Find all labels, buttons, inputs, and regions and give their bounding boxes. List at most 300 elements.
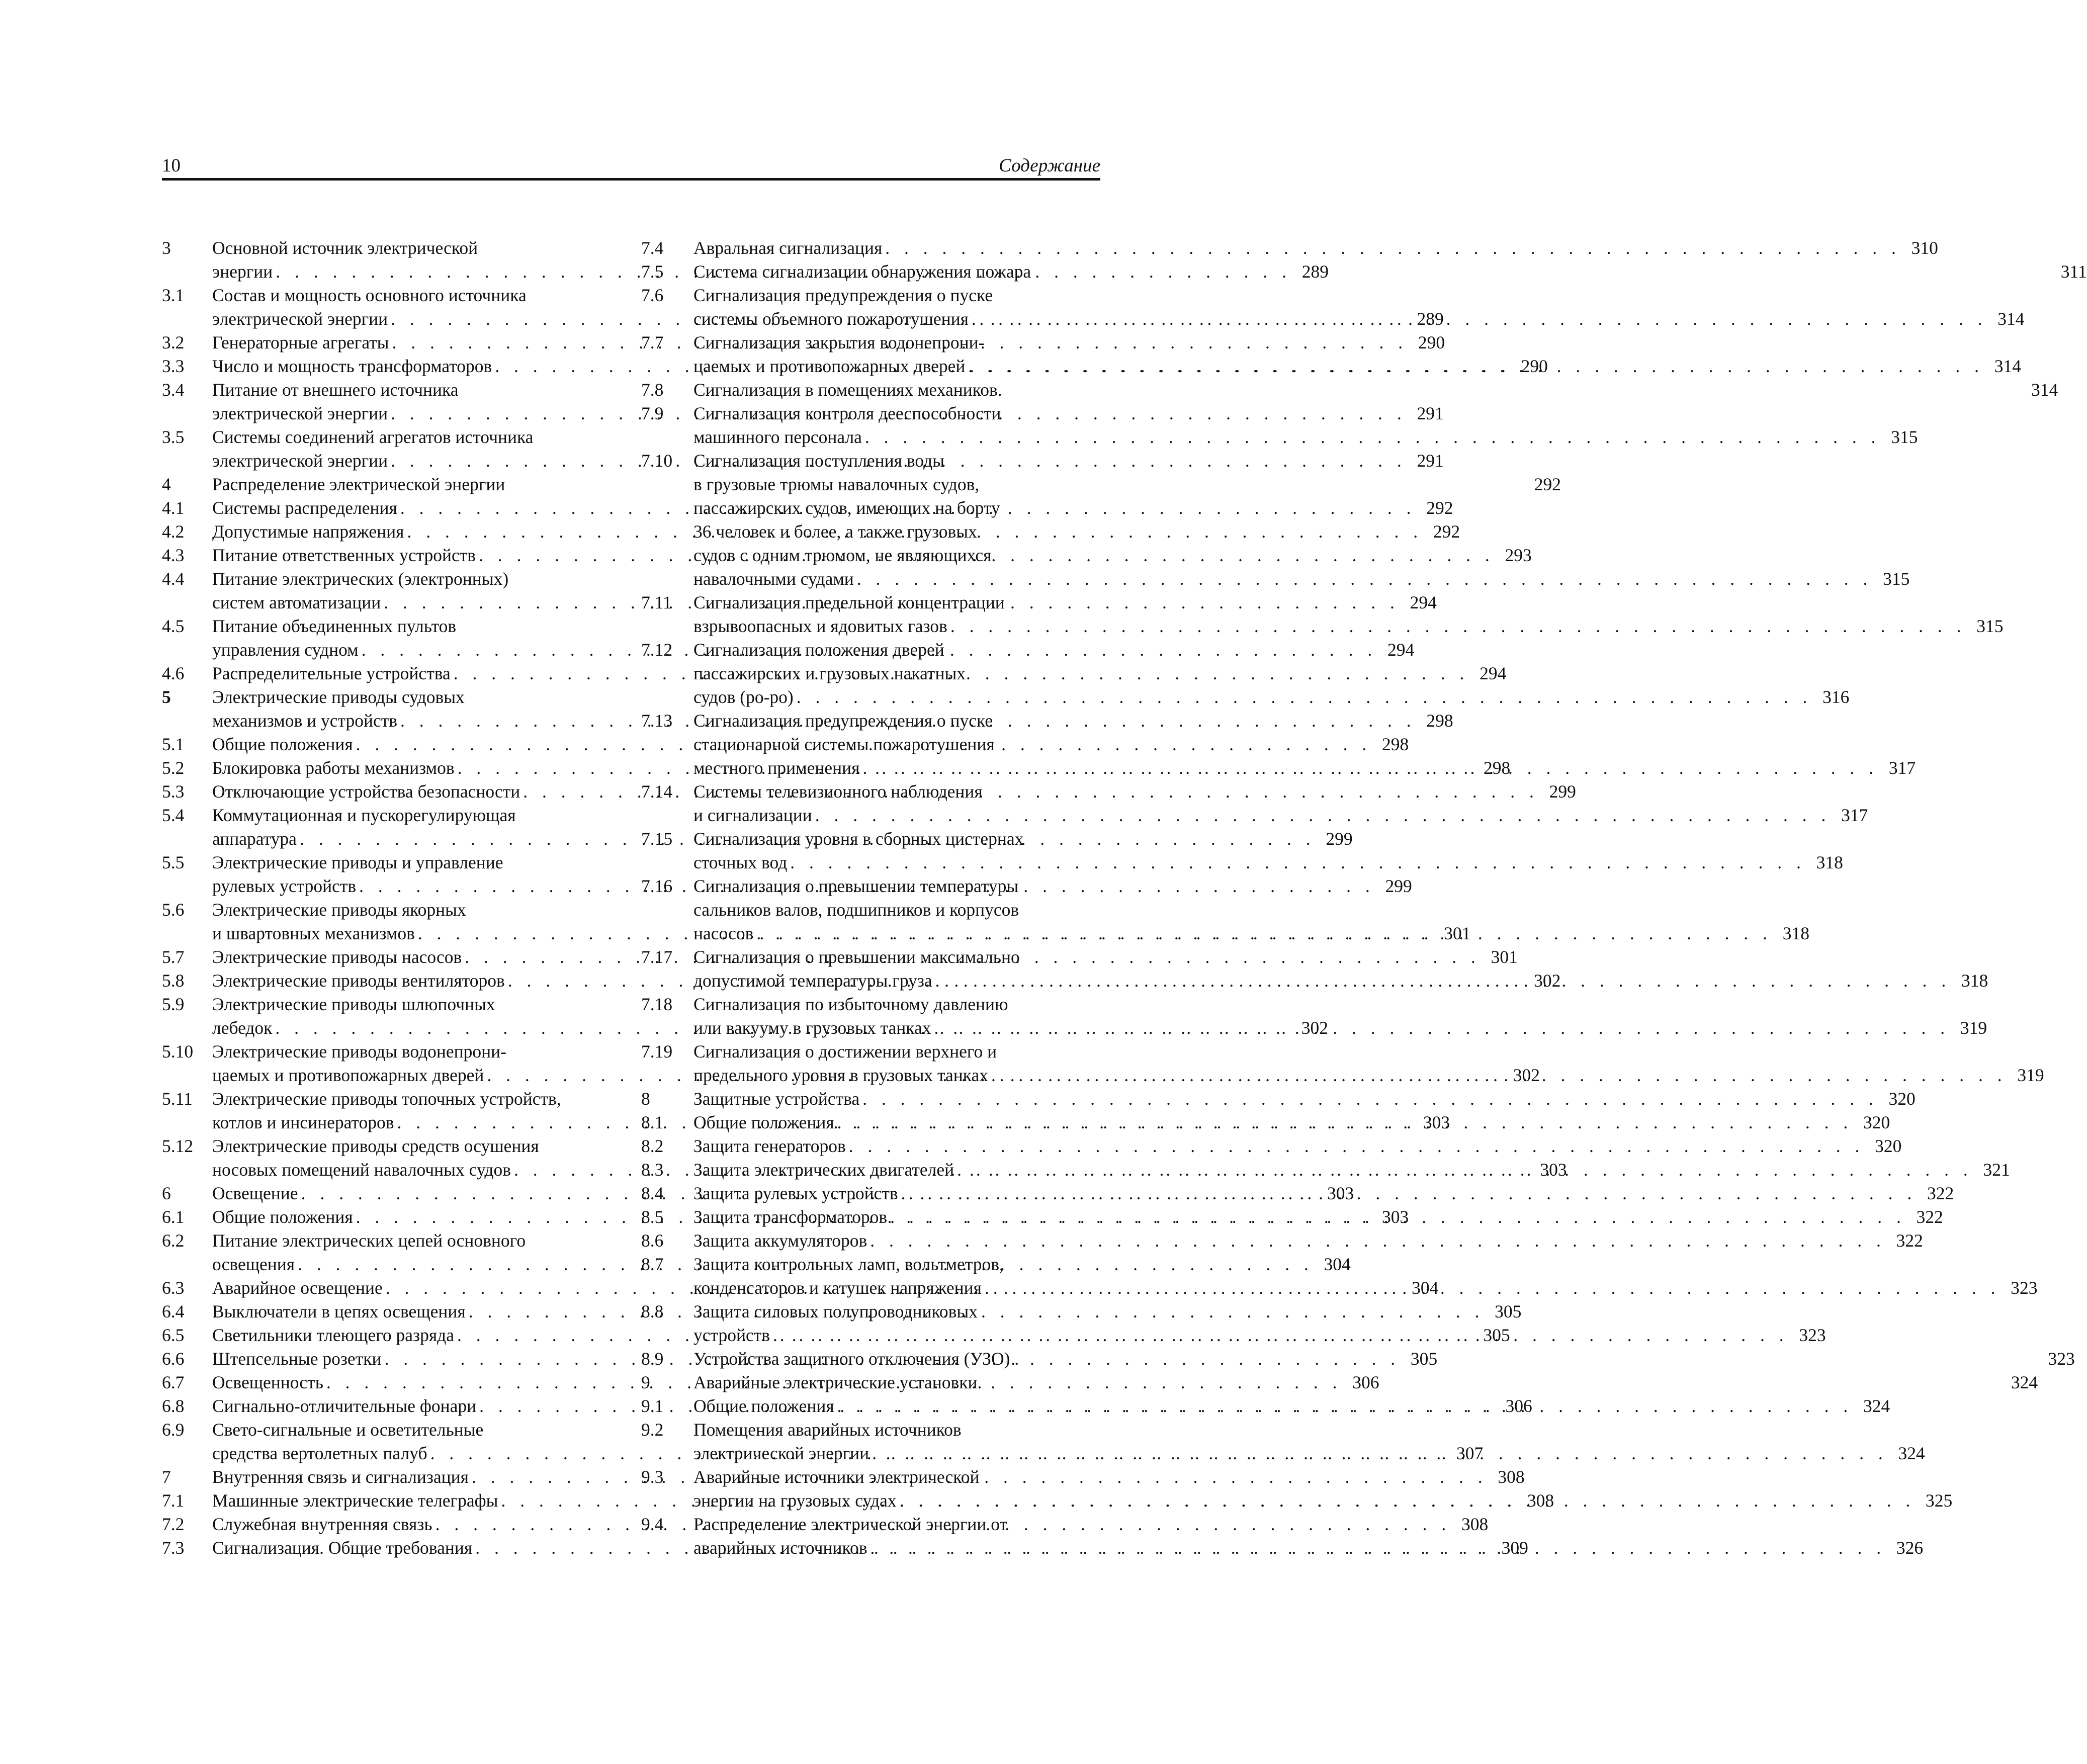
toc-entry-title: Освещение bbox=[212, 1183, 298, 1203]
toc-entry-number: 9 bbox=[641, 1372, 650, 1392]
toc-entry-title: Защита трансформаторов bbox=[693, 1207, 888, 1227]
toc-entry-line bbox=[693, 1394, 1890, 1418]
toc-entry-text bbox=[693, 1371, 2038, 1394]
toc-entry-title: Распределение электрической энергии bbox=[212, 474, 505, 494]
page-number: 10 bbox=[162, 155, 181, 176]
toc-entry-title: лебедок bbox=[212, 1018, 273, 1038]
toc-entry-title: Выключатели в цепях освещения bbox=[212, 1301, 466, 1321]
toc-entry-title: Сигнализация по избыточному давлению bbox=[693, 994, 1008, 1014]
toc-entry-title: Питание объединенных пультов bbox=[212, 616, 457, 636]
toc-entry-page: 302 bbox=[1513, 1065, 1540, 1085]
toc-entry-number: 5.12 bbox=[162, 1136, 194, 1156]
toc-entry-page: 306 bbox=[1505, 1396, 1532, 1416]
toc-entry-number: 8.8 bbox=[641, 1301, 664, 1321]
toc-entry-page: 303 bbox=[1540, 1160, 1567, 1180]
toc-entry-title: Защита электрических двигателей bbox=[693, 1160, 954, 1180]
toc-entry-title: Сигнализация. Общие требования bbox=[212, 1538, 473, 1558]
toc-entry-line bbox=[693, 496, 1909, 520]
toc-entry bbox=[641, 1087, 1916, 1111]
toc-entry-number: 8.4 bbox=[641, 1183, 664, 1203]
toc-entry-title: Свето-сигнальные и осветительные bbox=[212, 1420, 484, 1440]
toc-entry-line bbox=[693, 993, 1987, 1016]
toc-entry-title: машинного персонала bbox=[693, 427, 862, 447]
toc-entry-title: Состав и мощность основного источника bbox=[212, 285, 527, 305]
toc-entry-line bbox=[693, 827, 1843, 851]
toc-entry-title: освещения bbox=[212, 1254, 295, 1274]
dot-leader bbox=[854, 567, 1873, 591]
toc-entry-title: Аварийные электрические установки. bbox=[693, 1372, 982, 1392]
toc-entry-page: 322 bbox=[1927, 1183, 1954, 1203]
toc-entry-number: 8.3 bbox=[641, 1160, 664, 1180]
toc-entry-title: цаемых и противопожарных дверей bbox=[212, 1065, 484, 1085]
toc-entry-number: 7.13 bbox=[641, 711, 673, 731]
toc-entry bbox=[641, 378, 2058, 402]
toc-entry-page: 304 bbox=[1412, 1278, 1439, 1298]
toc-entry-page: 299 bbox=[1549, 781, 1576, 802]
toc-entry-page: 305 bbox=[1495, 1301, 1522, 1321]
toc-entry-title: цаемых и противопожарных дверей bbox=[693, 356, 966, 376]
toc-entry-page: 318 bbox=[1782, 923, 1810, 943]
toc-entry-title: и швартовных механизмов bbox=[212, 923, 415, 943]
toc-entry-number: 7.4 bbox=[641, 238, 664, 258]
toc-entry-number: 5.3 bbox=[162, 781, 185, 802]
toc-entry-title: сальников валов, подшипников и корпусов bbox=[693, 900, 1019, 920]
toc-entry-number: 6.9 bbox=[162, 1420, 185, 1440]
toc-entry-number: 3.5 bbox=[162, 427, 185, 447]
toc-entry-text bbox=[693, 236, 1938, 260]
toc-entry-line bbox=[693, 1040, 2044, 1064]
toc-entry-title: Аварийное освещение bbox=[212, 1278, 383, 1298]
toc-entry-title: Питание электрических (электронных) bbox=[212, 569, 509, 589]
toc-entry-text bbox=[693, 1111, 1890, 1134]
toc-entry-title: Освещенность bbox=[212, 1372, 323, 1392]
toc-entry-page: 324 bbox=[1863, 1396, 1890, 1416]
toc-entry-text bbox=[693, 1087, 1916, 1111]
toc-entry-title: местного применения bbox=[693, 758, 860, 778]
dot-leader bbox=[862, 425, 1881, 449]
toc-entry-title: электрической энергии bbox=[693, 1443, 869, 1463]
toc-entry-title: Общие положения bbox=[212, 1207, 353, 1227]
toc-entry-text bbox=[693, 874, 1809, 945]
toc-entry-text bbox=[693, 780, 1868, 827]
toc-entry-title: насосов bbox=[693, 923, 754, 943]
toc-entry-page: 320 bbox=[1863, 1112, 1890, 1132]
toc-entry-number: 6.7 bbox=[162, 1372, 185, 1392]
dot-leader bbox=[812, 804, 1831, 827]
toc-entry-page: 323 bbox=[1799, 1325, 1826, 1345]
toc-entry-line bbox=[693, 544, 1909, 567]
dot-leader bbox=[753, 922, 1772, 945]
toc-entry-title: Отключающие устройства безопасности bbox=[212, 781, 520, 802]
toc-entry-title: котлов и инсинераторов bbox=[212, 1112, 394, 1132]
toc-entry-number: 5.10 bbox=[162, 1041, 194, 1062]
toc-entry-title: пассажирских и грузовых накатных bbox=[693, 663, 966, 683]
toc-entry-page: 303 bbox=[1327, 1183, 1354, 1203]
toc-entry-title: носовых помещений навалочных судов bbox=[212, 1160, 511, 1180]
toc-entry-line bbox=[693, 520, 1909, 544]
toc-entry-title: Общие положения bbox=[693, 1112, 834, 1132]
toc-entry-line bbox=[693, 1205, 1943, 1229]
toc-entry-title: средства вертолетных палуб bbox=[212, 1443, 427, 1463]
toc-entry-line bbox=[693, 331, 2021, 355]
toc-entry-page: 302 bbox=[1534, 971, 1561, 991]
toc-entry-number: 7.11 bbox=[641, 592, 672, 612]
toc-entry-page: 303 bbox=[1382, 1207, 1409, 1227]
toc-entry-title: устройств bbox=[693, 1325, 770, 1345]
toc-entry-title: Сигнализация поступления воды bbox=[693, 451, 945, 471]
toc-entry-text bbox=[693, 1229, 1923, 1253]
toc-entry-page: 293 bbox=[1505, 545, 1532, 565]
toc-entry-title: Системы телевизионного наблюдения bbox=[693, 781, 983, 802]
toc-entry-page: 323 bbox=[2011, 1278, 2038, 1298]
dot-leader bbox=[867, 1536, 1886, 1560]
toc-entry-page: 314 bbox=[1994, 356, 2022, 376]
toc-entry-title: Защитные устройства bbox=[693, 1089, 860, 1109]
toc-entry-line bbox=[693, 284, 2025, 307]
toc-entry-title: судов (ро-ро) bbox=[693, 687, 794, 707]
toc-entry-title: Электрические приводы вентиляторов bbox=[212, 971, 505, 991]
toc-entry-title: Авральная сигнализация bbox=[693, 238, 883, 258]
toc-entry-title: Электрические приводы и управление bbox=[212, 852, 503, 872]
toc-entry-number: 3.3 bbox=[162, 356, 185, 376]
toc-entry-title: Системы распределения bbox=[212, 498, 397, 518]
toc-entry-line bbox=[693, 851, 1843, 874]
toc-entry-number: 6.6 bbox=[162, 1349, 185, 1369]
toc-entry-text bbox=[693, 1134, 1901, 1158]
toc-entry-text bbox=[693, 331, 2021, 378]
toc-entry-title: Защита генераторов bbox=[693, 1136, 846, 1156]
toc-entry-title: или вакууму в грузовых танках bbox=[693, 1018, 931, 1038]
toc-entry bbox=[641, 236, 1938, 260]
toc-entry-text bbox=[693, 1513, 1923, 1560]
toc-entry-number: 6.5 bbox=[162, 1325, 185, 1345]
toc-entry-number: 4.3 bbox=[162, 545, 185, 565]
page-header bbox=[162, 151, 1100, 181]
dot-leader bbox=[931, 1016, 1950, 1040]
toc-entry-title: аварийных источников bbox=[693, 1538, 867, 1558]
toc-entry-page: 320 bbox=[1875, 1136, 1902, 1156]
toc-entry-number: 9.2 bbox=[641, 1420, 664, 1440]
toc-entry-title: судов с одним трюмом, не являющихся bbox=[693, 545, 992, 565]
toc-entry-title: Устройства защитного отключения (УЗО) . bbox=[693, 1349, 1019, 1369]
dot-leader bbox=[969, 307, 1987, 331]
toc-entry-number: 4.5 bbox=[162, 616, 185, 636]
toc-entry-page: 318 bbox=[1961, 971, 1988, 991]
toc-entry-number: 6.1 bbox=[162, 1207, 185, 1227]
toc-entry-title: Сигнализация в помещениях механиков. bbox=[693, 380, 1002, 400]
toc-entry-page: 317 bbox=[1841, 805, 1868, 825]
toc-entry-page: 324 bbox=[2011, 1372, 2038, 1392]
toc-entry-number: 8.2 bbox=[641, 1136, 664, 1156]
toc-entry-line bbox=[693, 922, 1809, 945]
toc-entry-title: Сигнализация контроля дееспособности bbox=[693, 403, 1001, 423]
toc-entry-page: 294 bbox=[1480, 663, 1507, 683]
toc-entry-page: 320 bbox=[1888, 1089, 1916, 1109]
toc-entry-title: предельного уровня в грузовых танках bbox=[693, 1065, 988, 1085]
toc-entry-number: 7.17 bbox=[641, 947, 673, 967]
toc-entry-line bbox=[693, 378, 2058, 402]
toc-entry-line bbox=[693, 236, 1938, 260]
toc-entry-number: 7.12 bbox=[641, 640, 673, 660]
toc-entry-title: допустимой температуры груза bbox=[693, 971, 932, 991]
toc-entry-title: Защита аккумуляторов bbox=[693, 1230, 867, 1251]
toc-entry-line bbox=[693, 260, 2087, 284]
toc-entry-page: 298 bbox=[1426, 711, 1453, 731]
toc-entry-line bbox=[693, 685, 1849, 709]
dot-leader bbox=[965, 355, 1984, 378]
toc-entry-line bbox=[693, 1465, 1952, 1489]
toc-entry-title: Защита рулевых устройств bbox=[693, 1183, 898, 1203]
toc-entry-number: 4.6 bbox=[162, 663, 185, 683]
toc-entry-line bbox=[693, 1276, 2038, 1300]
toc-entry-line bbox=[693, 756, 1916, 780]
toc-entry-number: 6 bbox=[162, 1183, 171, 1203]
toc-entry-title: Сигнализация о превышении температуры bbox=[693, 876, 1019, 896]
toc-entry-title: Сигнализация положения дверей bbox=[693, 640, 944, 660]
toc-entry-line bbox=[693, 780, 1868, 804]
toc-entry-page: 298 bbox=[1382, 734, 1409, 754]
toc-entry-page: 305 bbox=[1410, 1349, 1438, 1369]
toc-entry-page: 317 bbox=[1888, 758, 1916, 778]
toc-entry-text bbox=[693, 1205, 1943, 1229]
toc-entry-line bbox=[693, 1300, 1826, 1324]
toc-entry-title: и сигнализации bbox=[693, 805, 812, 825]
toc-entry-title: Общие положения bbox=[693, 1396, 834, 1416]
toc-entry-line bbox=[693, 402, 1918, 425]
toc-entry-text bbox=[693, 1253, 2038, 1300]
toc-entry-page: 290 bbox=[1521, 356, 1548, 376]
dot-leader bbox=[954, 1158, 1973, 1182]
toc-entry-number: 8.7 bbox=[641, 1254, 664, 1274]
toc-entry-page: 308 bbox=[1461, 1514, 1489, 1534]
toc-entry-line bbox=[693, 1016, 1987, 1040]
toc-entry-page: 319 bbox=[1960, 1018, 1987, 1038]
toc-entry-title: Генераторные агрегаты bbox=[212, 332, 389, 352]
toc-entry-title: Распределение электрической энергии от bbox=[693, 1514, 1008, 1534]
dot-leader bbox=[770, 1324, 1789, 1347]
toc-entry bbox=[641, 1229, 1923, 1253]
toc-entry-page: 290 bbox=[1418, 332, 1445, 352]
toc-entry-title: пассажирских судов, имеющих на борту bbox=[693, 498, 1000, 518]
toc-entry-text bbox=[693, 1347, 2075, 1371]
toc-entry-title: Питание от внешнего источника bbox=[212, 380, 459, 400]
toc-entry-line bbox=[693, 1371, 2038, 1394]
toc-entry-line bbox=[693, 709, 1916, 733]
toc-entry-title: Электрические приводы шлюпочных bbox=[212, 994, 495, 1014]
toc-entry-page: 308 bbox=[1527, 1490, 1554, 1511]
toc-entry-number: 6.4 bbox=[162, 1301, 185, 1321]
toc-entry-title: стационарной системы пожаротушения bbox=[693, 734, 995, 754]
toc-entry-text bbox=[693, 1394, 1890, 1418]
toc-entry-number: 7.10 bbox=[641, 451, 673, 471]
toc-entry-line bbox=[693, 1182, 1954, 1205]
toc-entry-number: 3.1 bbox=[162, 285, 185, 305]
toc-entry-number: 6.8 bbox=[162, 1396, 185, 1416]
toc-entry-number: 4.2 bbox=[162, 521, 185, 542]
toc-entry-number: 5.7 bbox=[162, 947, 185, 967]
toc-entry-title: Блокировка работы механизмов bbox=[212, 758, 455, 778]
toc-entry-number: 7.16 bbox=[641, 876, 673, 896]
toc-entry-number: 5.9 bbox=[162, 994, 185, 1014]
toc-entry-text bbox=[693, 1182, 1954, 1205]
toc-entry-line bbox=[693, 898, 1809, 922]
toc-entry-title: электрической энергии bbox=[212, 451, 388, 471]
toc-entry-line bbox=[693, 425, 1918, 449]
toc-entry-line bbox=[693, 591, 2003, 614]
toc-entry-number: 5.4 bbox=[162, 805, 185, 825]
toc-entry-text bbox=[693, 945, 1988, 993]
toc-entry-page: 294 bbox=[1387, 640, 1415, 660]
toc-entry-page: 298 bbox=[1483, 758, 1511, 778]
toc-entry-text bbox=[693, 1465, 1952, 1513]
dot-leader bbox=[898, 1182, 1917, 1205]
toc-entry-text bbox=[693, 591, 2003, 638]
toc-entry-page: 302 bbox=[1301, 1018, 1329, 1038]
toc-entry-title: электрической энергии bbox=[212, 309, 388, 329]
dot-leader bbox=[869, 1442, 1888, 1465]
toc-entry-number: 9.3 bbox=[641, 1467, 664, 1487]
toc-entry-number: 9.1 bbox=[641, 1396, 664, 1416]
toc-entry-line bbox=[693, 1324, 1826, 1347]
toc-entry-title: Питание электрических цепей основного bbox=[212, 1230, 526, 1251]
toc-entry-line bbox=[693, 473, 1909, 496]
toc-entry-title: механизмов и устройств bbox=[212, 711, 398, 731]
toc-entry-title: Сигнально-отличительные фонари bbox=[212, 1396, 477, 1416]
toc-entry-page: 308 bbox=[1498, 1467, 1525, 1487]
toc-entry-number: 7.14 bbox=[641, 781, 673, 802]
toc-entry-number: 5 bbox=[162, 687, 171, 707]
toc-entry-number: 7.5 bbox=[641, 261, 664, 282]
toc-entry-page: 314 bbox=[1997, 309, 2025, 329]
toc-entry-title: Защита силовых полупроводниковых bbox=[693, 1301, 978, 1321]
dot-leader bbox=[834, 1111, 1853, 1134]
toc-entry-title: Электрические приводы якорных bbox=[212, 900, 466, 920]
toc-entry-line bbox=[693, 638, 1849, 662]
toc-entry-page: 318 bbox=[1816, 852, 1843, 872]
toc-entry-title: Внутренняя связь и сигнализация bbox=[212, 1467, 469, 1487]
toc-entry-page: 322 bbox=[1896, 1230, 1923, 1251]
toc-entry-title: Сигнализация закрытия водонепрони- bbox=[693, 332, 985, 352]
toc-entry-title: Число и мощность трансформаторов bbox=[212, 356, 492, 376]
toc-entry-number: 7 bbox=[162, 1467, 171, 1487]
toc-entry-number: 4 bbox=[162, 474, 171, 494]
toc-entry-page: 289 bbox=[1417, 309, 1444, 329]
toc-entry-page: 299 bbox=[1385, 876, 1412, 896]
toc-entry-number: 3.2 bbox=[162, 332, 185, 352]
toc-entry-number: 7.3 bbox=[162, 1538, 185, 1558]
toc-entry-page: 299 bbox=[1326, 829, 1353, 849]
toc-entry-title: Электрические приводы судовых bbox=[212, 687, 465, 707]
toc-entry-page: 307 bbox=[1456, 1443, 1484, 1463]
toc-entry-title: Аварийные источники электрической bbox=[693, 1467, 980, 1487]
toc-entry-line bbox=[693, 969, 1988, 993]
dot-leader bbox=[882, 236, 1901, 260]
toc-entry-line bbox=[693, 1253, 2038, 1276]
toc-entry-text bbox=[693, 402, 1918, 449]
toc-entry-title: Электрические приводы топочных устройств, bbox=[212, 1089, 561, 1109]
toc-entry-number: 6.3 bbox=[162, 1278, 185, 1298]
toc-entry-page: 323 bbox=[2048, 1349, 2075, 1369]
toc-entry-number: 3 bbox=[162, 238, 171, 258]
toc-entry-number: 5.5 bbox=[162, 852, 185, 872]
toc-entry-page: 324 bbox=[1898, 1443, 1925, 1463]
dot-leader bbox=[859, 1087, 1878, 1111]
toc-entry-line bbox=[693, 567, 1909, 591]
toc-entry-number: 8.9 bbox=[641, 1349, 664, 1369]
toc-entry-page: 325 bbox=[1925, 1490, 1953, 1511]
toc-entry-title: системы объемного пожаротушения bbox=[693, 309, 969, 329]
toc-entry-number: 9.4 bbox=[641, 1514, 664, 1534]
toc-entry-page: 289 bbox=[1301, 261, 1329, 282]
dot-leader bbox=[846, 1134, 1865, 1158]
toc-entry-page: 315 bbox=[1883, 569, 1910, 589]
dot-leader bbox=[988, 1064, 2007, 1087]
toc-entry-page: 291 bbox=[1417, 403, 1444, 423]
toc-entry-line bbox=[693, 614, 2003, 638]
toc-entry-number: 8.6 bbox=[641, 1230, 664, 1251]
toc-entry-title: сточных вод bbox=[693, 852, 788, 872]
toc-entry-title: Система сигнализации обнаружения пожара bbox=[693, 261, 1031, 282]
toc-entry-number: 3.4 bbox=[162, 380, 185, 400]
toc-entry-text bbox=[693, 993, 1987, 1040]
toc-entry-page: 292 bbox=[1433, 521, 1460, 542]
toc-entry-number: 7.7 bbox=[641, 332, 664, 352]
toc-entry-number: 5.8 bbox=[162, 971, 185, 991]
toc-entry-title: навалочными судами bbox=[693, 569, 854, 589]
toc-entry-page: 292 bbox=[1534, 474, 1561, 494]
toc-entry-line bbox=[693, 1158, 2010, 1182]
toc-entry-number: 7.1 bbox=[162, 1490, 185, 1511]
toc-entry-number: 6.2 bbox=[162, 1230, 185, 1251]
toc-entry-page: 326 bbox=[1896, 1538, 1924, 1558]
toc-entry-page: 316 bbox=[1822, 687, 1850, 707]
dot-leader bbox=[834, 1394, 1853, 1418]
dot-leader bbox=[897, 1489, 1916, 1513]
toc-entry-number: 5.1 bbox=[162, 734, 185, 754]
toc-entry-title: систем автоматизации bbox=[212, 592, 381, 612]
toc-entry-page: 304 bbox=[1324, 1254, 1351, 1274]
toc-entry-line bbox=[693, 355, 2021, 378]
toc-entry-line bbox=[693, 1347, 2075, 1371]
toc-entry-title: Питание ответственных устройств bbox=[212, 545, 476, 565]
dot-leader bbox=[787, 851, 1806, 874]
toc-entry-text bbox=[693, 260, 2087, 284]
toc-entry-title: Сигнализация предупреждения о пуске bbox=[693, 711, 993, 731]
toc-entry-title: 36 человек и более, а также грузовых bbox=[693, 521, 977, 542]
toc-entry-title: взрывоопасных и ядовитых газов bbox=[693, 616, 947, 636]
toc-entry-text bbox=[693, 1418, 1925, 1465]
toc-entry-number: 4.4 bbox=[162, 569, 185, 589]
toc-entry-line bbox=[693, 1111, 1890, 1134]
toc-entry-number: 4.1 bbox=[162, 498, 185, 518]
toc-entry-title: электрической энергии bbox=[212, 403, 388, 423]
dot-leader bbox=[867, 1229, 1886, 1253]
toc-entry-line bbox=[693, 307, 2025, 331]
toc-entry-page: 311 bbox=[2060, 261, 2087, 282]
toc-entry-line bbox=[693, 1064, 2044, 1087]
toc-entry-line bbox=[693, 662, 1849, 685]
dot-leader bbox=[932, 969, 1951, 993]
toc-entry-number: 7.19 bbox=[641, 1041, 673, 1062]
toc-entry-title: Распределительные устройства bbox=[212, 663, 451, 683]
toc-entry-page: 314 bbox=[2031, 380, 2058, 400]
toc-entry-title: в грузовые трюмы навалочных судов, bbox=[693, 474, 980, 494]
toc-entry-text bbox=[693, 638, 1849, 709]
toc-entry-number: 5.11 bbox=[162, 1089, 193, 1109]
toc-entry-line bbox=[693, 733, 1916, 756]
dot-leader bbox=[859, 756, 1878, 780]
toc-entry-number: 5.6 bbox=[162, 900, 185, 920]
